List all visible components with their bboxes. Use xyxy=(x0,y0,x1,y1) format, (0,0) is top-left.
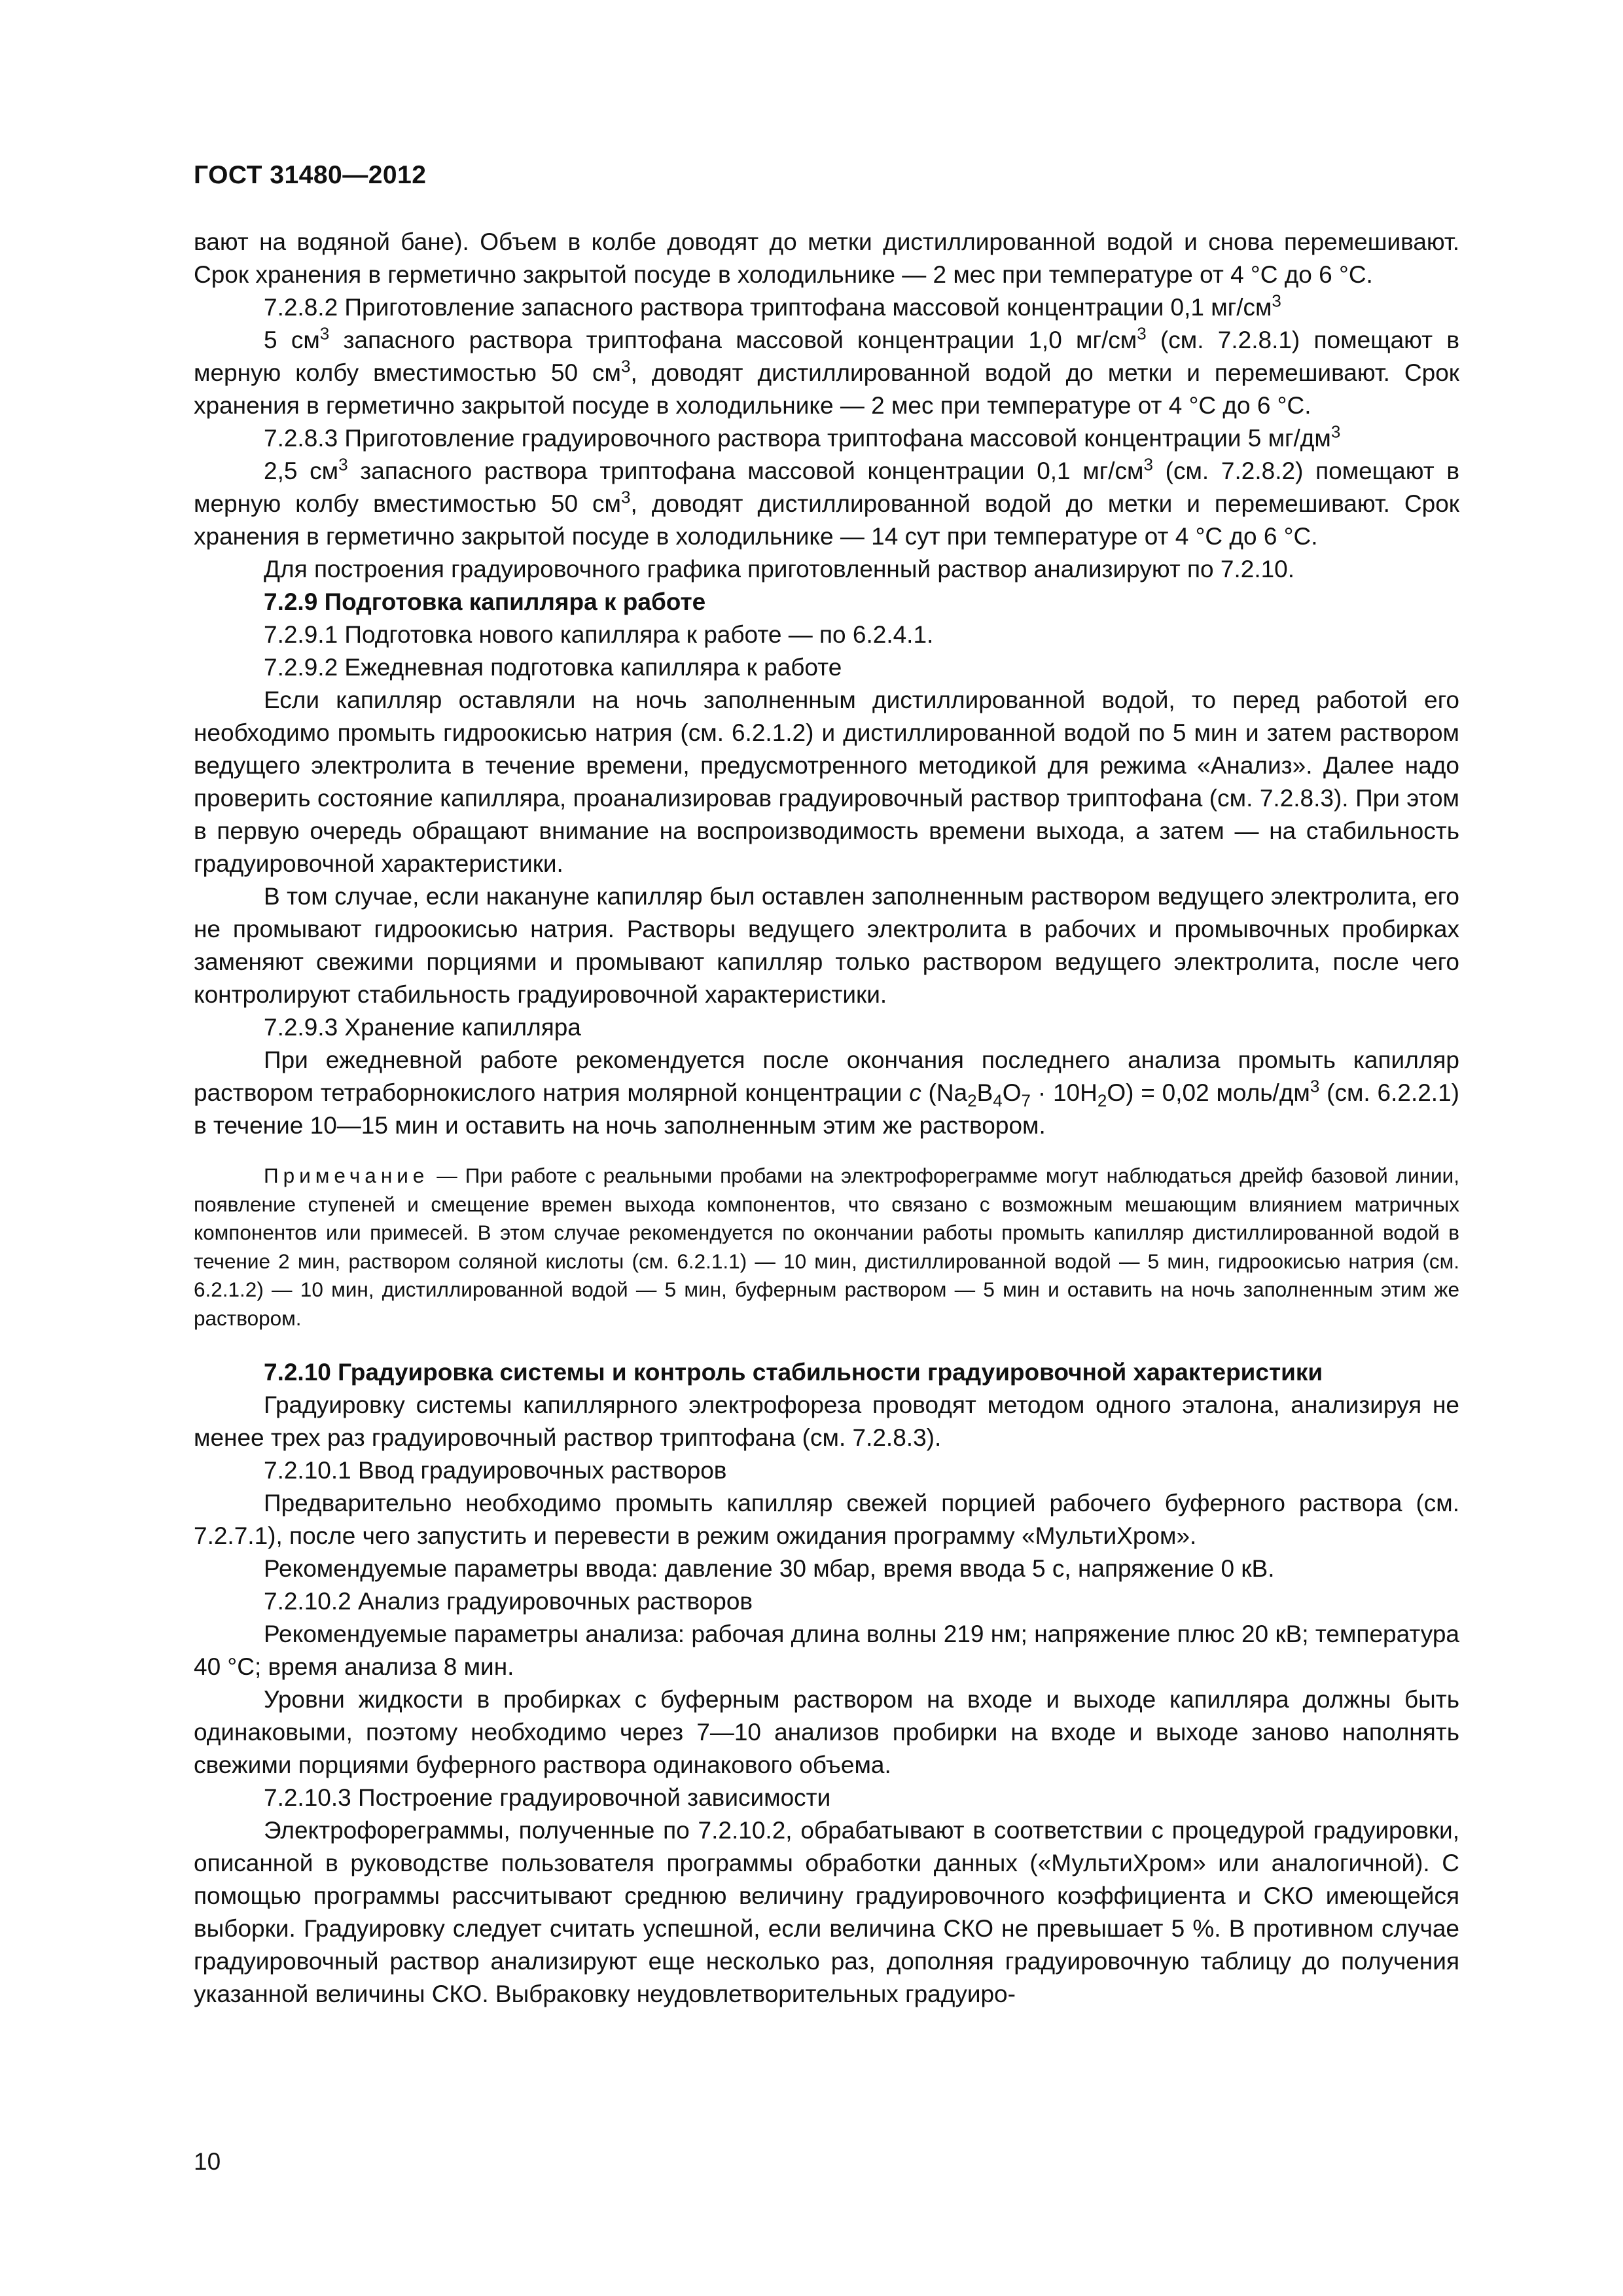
page-number: 10 xyxy=(194,2148,221,2175)
section-heading-7-2-9: 7.2.9 Подготовка капилляра к работе xyxy=(264,588,706,615)
note xyxy=(194,1162,1459,1333)
paragraph: Градуировку системы капиллярного электрофореза проводят методом одного эталона, анализируя не менее трех раз градуировочный раствор триптофана (см. 7.2.8.3). xyxy=(194,1391,1459,1451)
paragraph: Электрофореграммы, полученные по 7.2.10.2, обрабатывают в соответствии с процедурой градуировки, описанной в руководстве пользователя программы обработки данных («МультиХром» или аналогичной). С помощью программы рассчитывают среднюю величину градуировочного коэффициента и СКО имеющейся выборки. Градуировку следует считать успешной, если величина СКО не превышает 5 %. В противном случае градуировочный раствор анализируют еще несколько раз, дополняя градуировочную таблицу до получения указанной величины СКО. Выбраковку неудовлетворительных градуиро- xyxy=(194,1817,1459,2007)
note-text: — При работе с реальными пробами на электрофореграмме могут наблюдаться дрейф базовой линии, появление ступеней и смещение времен выхода компонентов, что связано с возможным мешающим влиянием матричных компонентов или примесей. В этом случае рекомендуется по окончании работы промыть капилляр дистиллированной водой в течение 2 мин, раствором соляной кислоты (см. 6.2.1.1) — 10 мин, дистиллированной водой — 5 мин, гидроокисью натрия (см. 6.2.1.2) — 10 мин, дистиллированной водой — 5 мин, буферным раствором — 5 мин и оставить на ночь заполненным этим же раствором. xyxy=(194,1164,1459,1330)
paragraph-7-2-8-3: 7.2.8.3 Приготовление градуировочного раствора триптофана массовой концентрации 5 $мг/дм^3$ xyxy=(264,422,1341,452)
paragraph-7-2-10-2: 7.2.10.2 Анализ градуировочных растворов xyxy=(264,1588,753,1615)
document-body xyxy=(194,226,1459,2011)
paragraph: Предварительно необходимо промыть капилляр свежей порцией рабочего буферного раствора (см. 7.2.7.1), после чего запустить и перевести в режим ожидания программу «МультиХром». xyxy=(194,1490,1459,1549)
paragraph-formula: При ежедневной работе рекомендуется после окончания последнего анализа промыть капилляр раствором тетраборнокислого натрия молярной концентрации c $(Na_2B_4O_7 \cdot 10H_2O) = 0,02$ моль/$дм^3$ (см. 6.2.2.1) в течение 10—15 мин и оставить на ночь заполненным этим же раствором. xyxy=(194,1047,1459,1139)
paragraph: Для построения градуировочного графика приготовленный раствор анализируют по 7.2.10. xyxy=(264,556,1295,583)
paragraph: Уровни жидкости в пробирках с буферным раствором на входе и выходе капилляра должны быть одинаковыми, поэтому необходимо через 7—10 анализов пробирки на входе и выходе заново наполнять свежими порциями буферного раствора одинакового объема. xyxy=(194,1686,1459,1778)
paragraph-7-2-10-3: 7.2.10.3 Построение градуировочной зависимости xyxy=(264,1784,831,1811)
paragraph: 5 $см^3$ запасного раствора триптофана массовой концентрации 1,0 $мг/см^3$ (см. 7.2.8.1) помещают в мерную колбу вместимостью 50 $см^3$, доводят дистиллированной водой до метки и перемешивают. Срок хранения в герметично закрытой посуде в холодильнике — 2 мес при температуре от 4 °С до 6 °С. xyxy=(194,323,1459,419)
paragraph-7-2-9-1: 7.2.9.1 Подготовка нового капилляра к работе — по 6.2.4.1. xyxy=(264,621,934,648)
paragraph: вают на водяной бане). Объем в колбе доводят до метки дистиллированной водой и снова перемешивают. Срок хранения в герметично закрытой посуде в холодильнике — 2 мес при температуре от 4 °С до 6 °С. xyxy=(194,228,1459,288)
paragraph: Рекомендуемые параметры анализа: рабочая длина волны 219 нм; напряжение плюс 20 кВ; температура 40 °С; время анализа 8 мин. xyxy=(194,1621,1459,1680)
paragraph: Если капилляр оставляли на ночь заполненным дистиллированной водой, то перед работой его необходимо промыть гидроокисью натрия (см. 6.2.1.2) и дистиллированной водой по 5 мин и затем раствором ведущего электролита в течение времени, предусмотренного методикой для режима «Анализ». Далее надо проверить состояние капилляра, проанализировав градуировочный раствор триптофана (см. 7.2.8.3). При этом в первую очередь обращают внимание на воспроизводимость времени выхода, а затем — на стабильность градуировочной характеристики. xyxy=(194,687,1459,877)
paragraph-7-2-10-1: 7.2.10.1 Ввод градуировочных растворов xyxy=(264,1457,727,1484)
paragraph-7-2-8-2: 7.2.8.2 Приготовление запасного раствора триптофана массовой концентрации 0,1 $мг/см^3$ xyxy=(264,291,1281,321)
paragraph-7-2-9-3: 7.2.9.3 Хранение капилляра xyxy=(264,1014,581,1041)
paragraph: 2,5 $см^3$ запасного раствора триптофана массовой концентрации 0,1 $мг/см^3$ (см. 7.2.8.2) помещают в мерную колбу вместимостью 50 $см^3$, доводят дистиллированной водой до метки и перемешивают. Срок хранения в герметично закрытой посуде в холодильнике — 14 сут при температуре от 4 °С до 6 °С. xyxy=(194,454,1459,550)
paragraph: Рекомендуемые параметры ввода: давление 30 мбар, время ввода 5 с, напряжение 0 кВ. xyxy=(264,1555,1275,1582)
paragraph-7-2-9-2: 7.2.9.2 Ежедневная подготовка капилляра к работе xyxy=(264,654,842,681)
note-label: Примечание xyxy=(264,1164,429,1187)
document-header-id: ГОСТ 31480—2012 xyxy=(194,161,427,189)
section-heading-7-2-10: 7.2.10 Градуировка системы и контроль стабильности градуировочной характеристики xyxy=(264,1359,1323,1386)
paragraph: В том случае, если накануне капилляр был оставлен заполненным раствором ведущего электролита, его не промывают гидроокисью натрия. Растворы ведущего электролита в рабочих и промывочных пробирках заменяют свежими порциями и промывают капилляр только раствором ведущего электролита, после чего контролируют стабильность градуировочной характеристики. xyxy=(194,883,1459,1008)
